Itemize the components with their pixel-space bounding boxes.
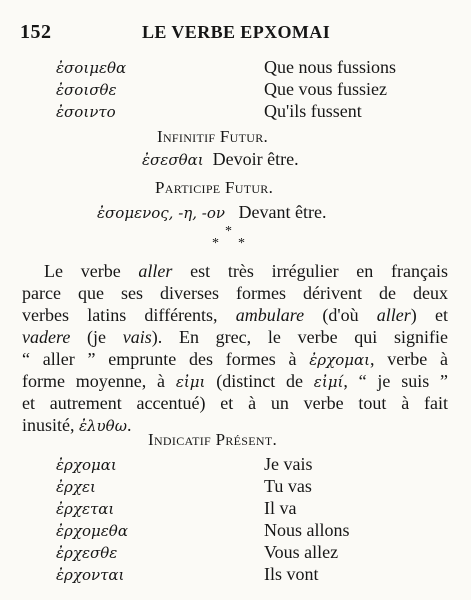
greek-form: ἐρχει xyxy=(56,478,96,496)
paragraph-line: vadere (je vais). En grec, le verbe qui signifie xyxy=(22,327,449,347)
conjugation-row xyxy=(0,542,471,564)
greek-form: ἐρχομαι xyxy=(56,456,117,474)
emphasis: vadere xyxy=(22,327,71,347)
running-title: LE VERBE ΕΡΧΟΜΑΙ xyxy=(142,22,331,42)
greek-form: ἐρχομεθα xyxy=(56,522,128,540)
conjugation-row xyxy=(0,101,471,123)
greek-form: ἐρχονται xyxy=(56,566,125,584)
conjugation-row xyxy=(0,79,471,101)
french-translation: Qu'ils fussent xyxy=(264,101,362,121)
greek-word: εἰμί xyxy=(313,373,344,391)
conjugation-row xyxy=(0,57,471,79)
page-header xyxy=(20,21,450,51)
french-translation: Il va xyxy=(264,498,297,518)
paragraph-line: Le verbe aller est très irrégulier en français xyxy=(44,261,448,281)
asterism-right: * xyxy=(238,236,245,251)
emphasis: aller xyxy=(138,261,173,281)
asterism-left: * xyxy=(212,236,219,251)
french-translation: Devant être. xyxy=(238,202,327,222)
body-paragraph xyxy=(22,260,448,436)
conjugation-row xyxy=(0,476,471,498)
french-translation: Que nous fussions xyxy=(264,57,397,77)
page-number: 152 xyxy=(20,21,52,43)
greek-form: ἐσοιμεθα xyxy=(56,59,127,77)
section-heading-infinitive: Infinitif Futur. xyxy=(157,127,269,146)
conjugation-row xyxy=(0,498,471,520)
greek-form: ἐσεσθαι xyxy=(142,151,204,169)
greek-form: ἐσοιντο xyxy=(56,103,116,121)
greek-form: ἐσομενος, -η, -ον xyxy=(97,204,226,222)
emphasis: ambulare xyxy=(235,305,305,325)
greek-form: ἐρχεται xyxy=(56,500,115,518)
infinitive-line xyxy=(142,149,299,170)
emphasis: aller xyxy=(376,305,411,325)
french-translation: Vous allez xyxy=(264,542,339,562)
paragraph-line: et autrement accentué) et à un verbe tout à fait xyxy=(22,393,448,413)
participle-line xyxy=(97,202,326,223)
french-translation: Je vais xyxy=(264,454,313,474)
conjugation-row xyxy=(0,564,471,586)
conjugation-row xyxy=(0,454,471,476)
french-translation: Tu vas xyxy=(264,476,312,496)
french-translation: Devoir être. xyxy=(212,149,299,169)
section-heading-participle: Participe Futur. xyxy=(155,178,274,197)
paragraph-line: verbes latins différents, ambulare (d'où aller) et xyxy=(22,305,448,325)
greek-word: ἐλυθω xyxy=(79,417,127,435)
greek-word: ἐρχομαι xyxy=(309,351,370,369)
french-translation: Ils vont xyxy=(264,564,319,584)
emphasis: vais xyxy=(122,327,152,347)
french-translation: Nous allons xyxy=(264,520,350,540)
section-heading-indicative: Indicatif Présent. xyxy=(148,430,278,449)
paragraph-line: “ aller ” emprunte des formes à ἐρχομαι, verbe à xyxy=(22,349,448,369)
paragraph-line: inusité, ἐλυθω. xyxy=(22,415,132,435)
french-translation: Que vous fussiez xyxy=(264,79,387,99)
asterism-top: * xyxy=(225,224,232,239)
greek-word: εἰμι xyxy=(175,373,206,391)
greek-form: ἐσοισθε xyxy=(56,81,117,99)
paragraph-line: parce que ses diverses formes dérivent de deux xyxy=(22,283,448,303)
conjugation-row xyxy=(0,520,471,542)
paragraph-line: forme moyenne, à εἰμι (distinct de εἰμί, “ je suis ” xyxy=(22,371,449,391)
greek-form: ἐρχεσθε xyxy=(56,544,118,562)
